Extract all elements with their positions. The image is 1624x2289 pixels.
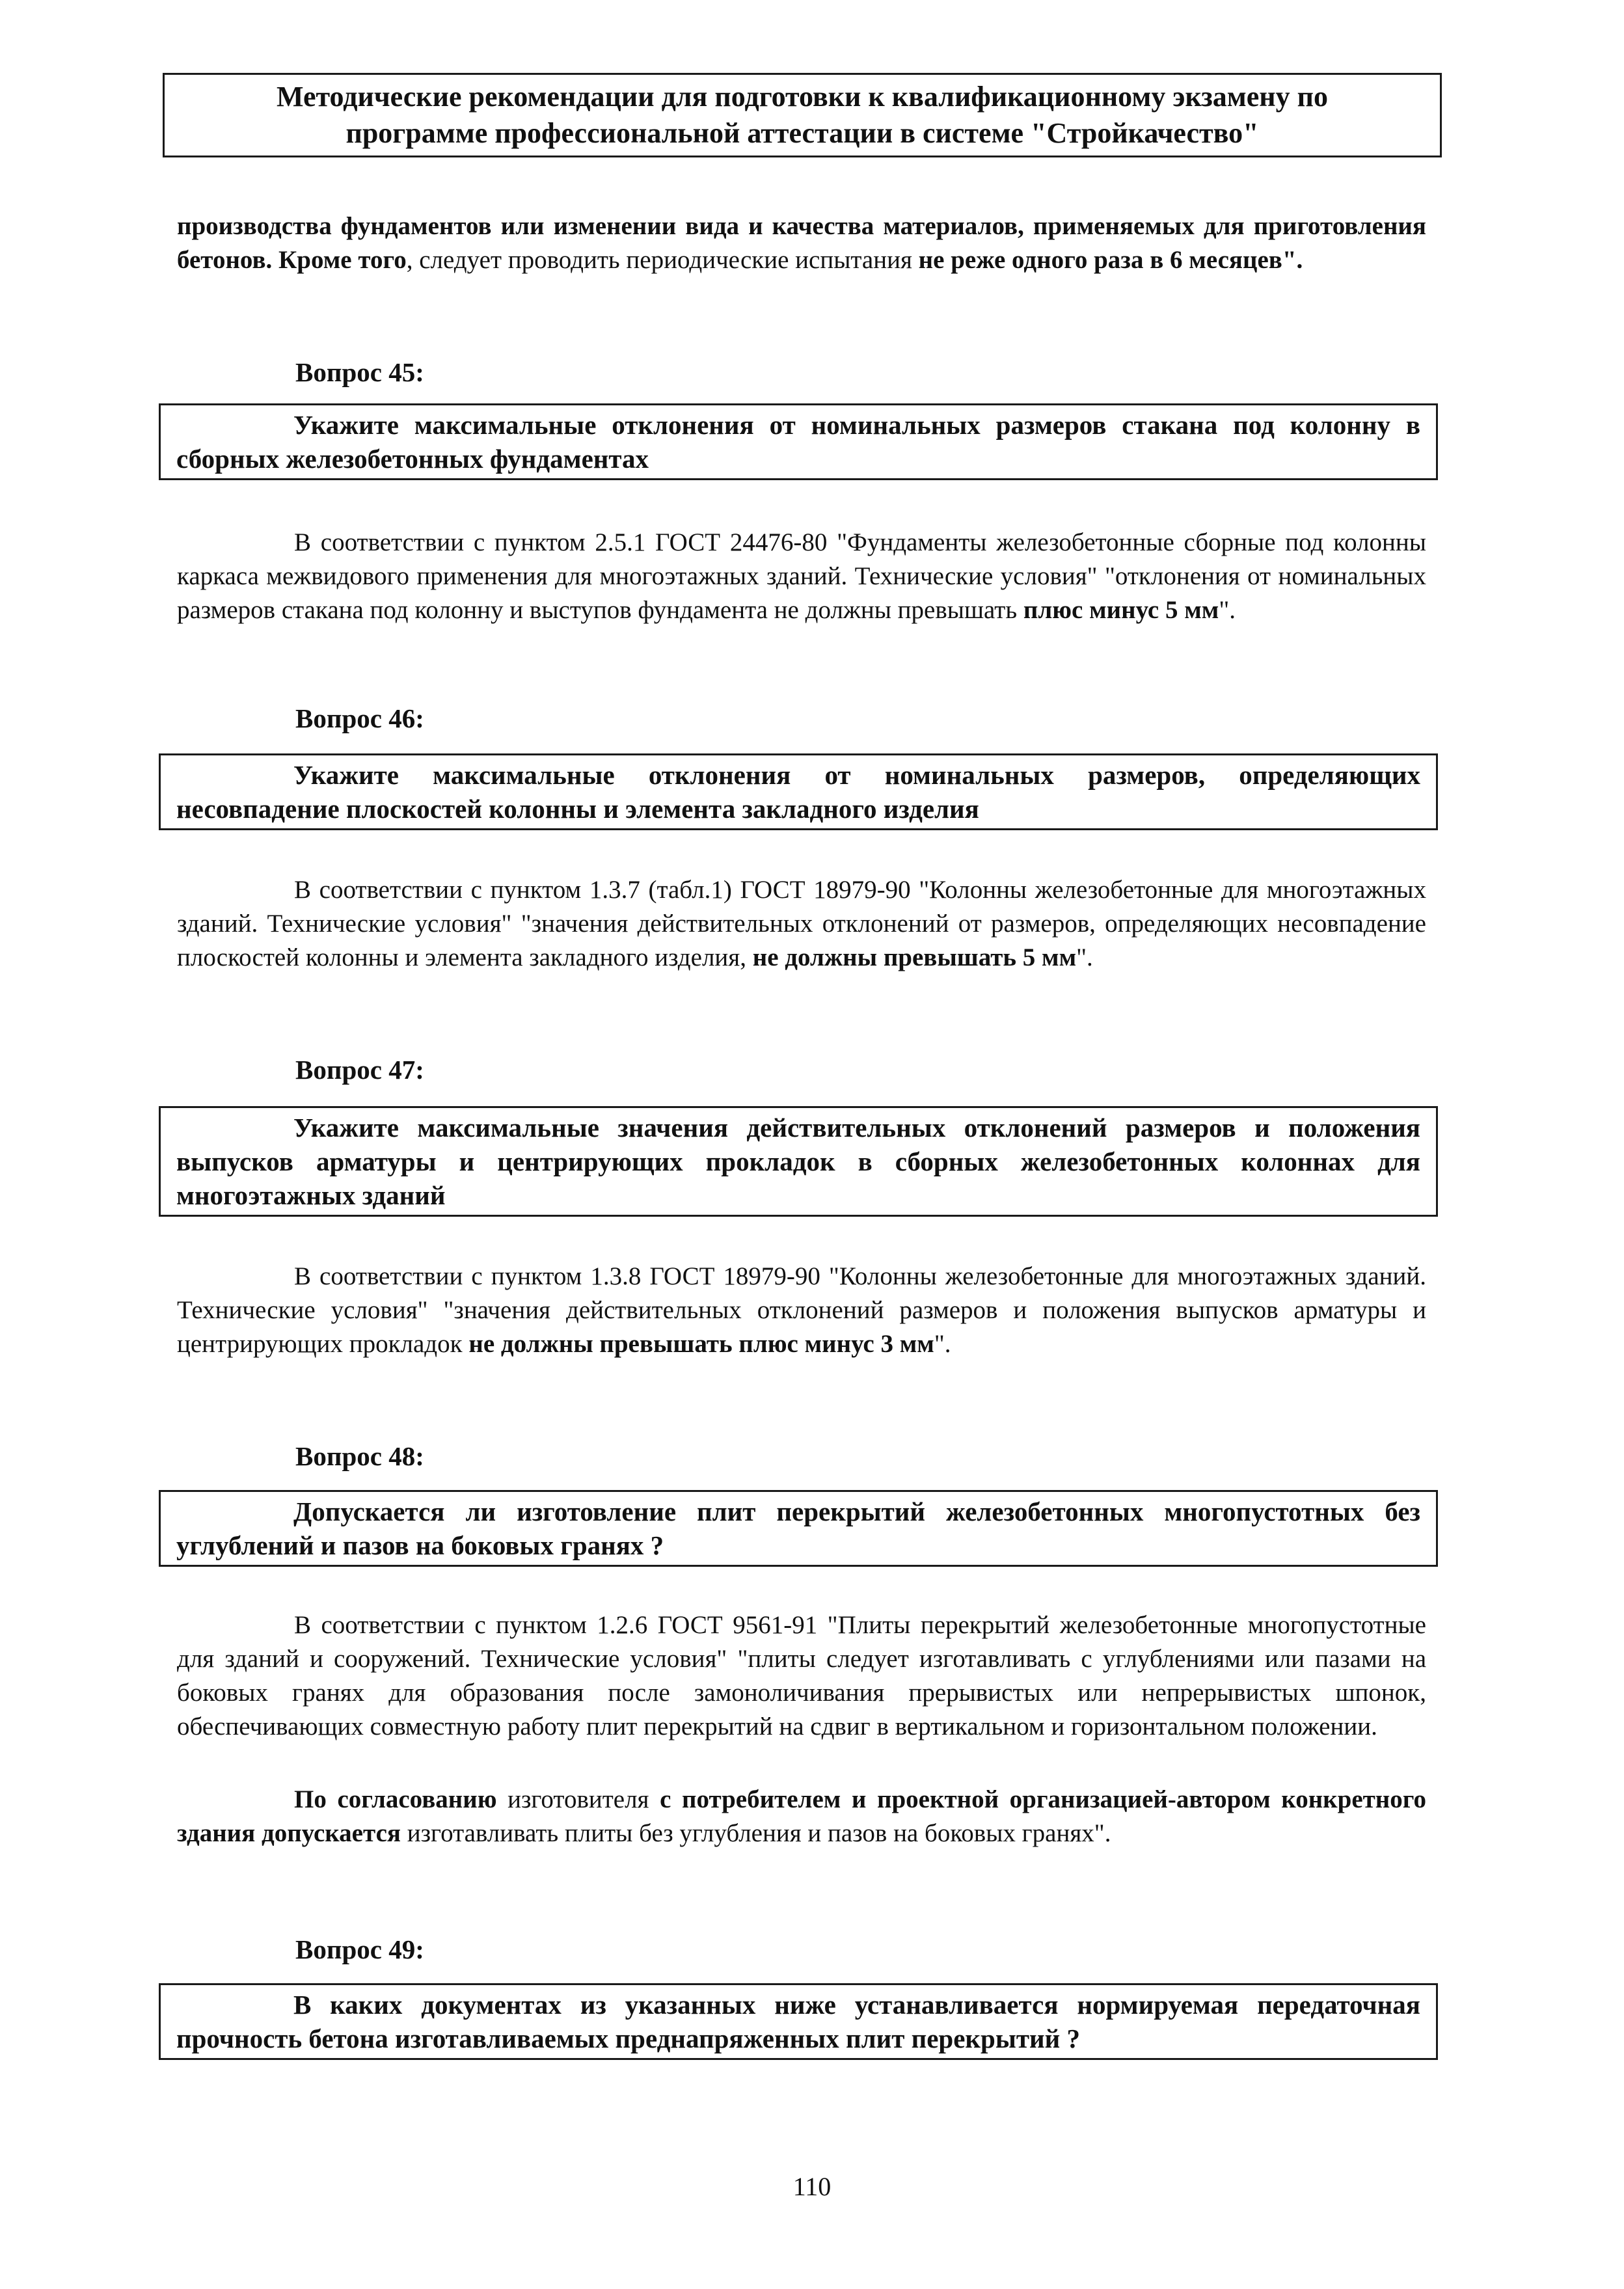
question-49-text: В каких документах из указанных ниже устанавливается нормируемая передаточная прочность бетона изготавливаемых преднапряженных плит перекрытий ? bbox=[176, 1990, 1420, 2053]
intro-text-1: , следует проводить периодические испытания bbox=[406, 246, 919, 274]
question-46-label: Вопрос 46: bbox=[295, 703, 424, 733]
answer-48-text-2: изготовителя bbox=[496, 1785, 660, 1813]
intro-paragraph bbox=[177, 210, 1426, 277]
page-number: 110 bbox=[792, 2172, 832, 2201]
answer-47-paragraph bbox=[177, 1260, 1426, 1361]
header-line-1: Методические рекомендации для подготовки к квалификационному экзамену по bbox=[277, 81, 1328, 113]
answer-46-bold: не должны превышать 5 мм bbox=[752, 943, 1077, 971]
answer-48-bold-2: с потребителем и проектной организацией-автором конкретного здания допускается bbox=[177, 1785, 1427, 1847]
answer-47-text-2: ". bbox=[934, 1330, 951, 1358]
answer-46-text-2: ". bbox=[1076, 943, 1093, 971]
question-48-text: Допускается ли изготовление плит перекрытий железобетонных многопустотных без углублений и пазов на боковых гранях ? bbox=[176, 1497, 1420, 1560]
question-46-box bbox=[159, 753, 1438, 830]
header-line-2: программе профессиональной аттестации в системе "Стройкачество" bbox=[345, 117, 1259, 149]
question-45-label: Вопрос 45: bbox=[295, 357, 424, 387]
document-header bbox=[163, 73, 1442, 157]
question-48-label: Вопрос 48: bbox=[295, 1441, 424, 1471]
answer-46-text-1: В соответствии с пунктом 1.3.7 (табл.1) ГОСТ 18979-90 "Колонны железобетонные для многоэтажных зданий. Технические условия" "значения действительных отклонений от размеров, определяющих несовпадение плоскостей колонны и элемента закладного изделия, bbox=[177, 876, 1426, 971]
answer-47-text-1: В соответствии с пунктом 1.3.8 ГОСТ 18979-90 "Колонны железобетонные для многоэтажных зданий. Технические условия" "значения действительных отклонений размеров и положения выпусков арматуры и центрирующих прокладок bbox=[177, 1262, 1426, 1358]
answer-48-text-3: изготавливать плиты без углубления и пазов на боковых гранях". bbox=[401, 1819, 1111, 1847]
intro-bold-1: производства фундаментов или изменении вида и качества материалов, применяемых для приготовления бетонов. Кроме того bbox=[177, 212, 1426, 274]
question-49-label: Вопрос 49: bbox=[295, 1934, 424, 1964]
answer-45-text-2: ". bbox=[1219, 596, 1236, 624]
question-48-box bbox=[159, 1490, 1438, 1567]
answer-48-paragraph-1 bbox=[177, 1608, 1426, 1744]
answer-47-bold: не должны превышать плюс минус 3 мм bbox=[468, 1330, 934, 1358]
answer-48-text: В соответствии с пунктом 1.2.6 ГОСТ 9561-91 "Плиты перекрытий железобетонные многопустотные для зданий и сооружений. Технические условия" "плиты следует изготавливать с углублениями или пазами на боковых гранях для образования после замоноличивания прерывистых или непрерывистых шпонок, обеспечивающих совместную работу плит перекрытий на сдвиг в вертикальном и горизонтальном положении. bbox=[177, 1611, 1426, 1740]
answer-46-paragraph bbox=[177, 873, 1426, 975]
answer-48-paragraph-2 bbox=[177, 1783, 1426, 1850]
question-47-label: Вопрос 47: bbox=[295, 1055, 424, 1085]
answer-48-bold-1: По согласованию bbox=[294, 1785, 497, 1813]
question-45-box bbox=[159, 403, 1438, 480]
question-46-text: Укажите максимальные отклонения от номинальных размеров, определяющих несовпадение плоскостей колонны и элемента закладного изделия bbox=[176, 760, 1420, 824]
question-49-box bbox=[159, 1983, 1438, 2060]
answer-45-bold: плюс минус 5 мм bbox=[1023, 596, 1219, 624]
question-47-box bbox=[159, 1106, 1438, 1217]
answer-45-paragraph bbox=[177, 526, 1426, 627]
intro-bold-2: не реже одного раза в 6 месяцев". bbox=[918, 246, 1303, 274]
answer-45-text-1: В соответствии с пунктом 2.5.1 ГОСТ 24476-80 "Фундаменты железобетонные сборные под колонны каркаса межвидового применения для многоэтажных зданий. Технические условия" "отклонения от номинальных размеров стакана под колонну и выступов фундамента не должны превышать bbox=[177, 528, 1426, 624]
question-47-text: Укажите максимальные значения действительных отклонений размеров и положения выпусков арматуры и центрирующих прокладок в сборных железобетонных колоннах для многоэтажных зданий bbox=[176, 1113, 1420, 1210]
question-45-text: Укажите максимальные отклонения от номинальных размеров стакана под колонну в сборных железобетонных фундаментах bbox=[176, 410, 1420, 474]
